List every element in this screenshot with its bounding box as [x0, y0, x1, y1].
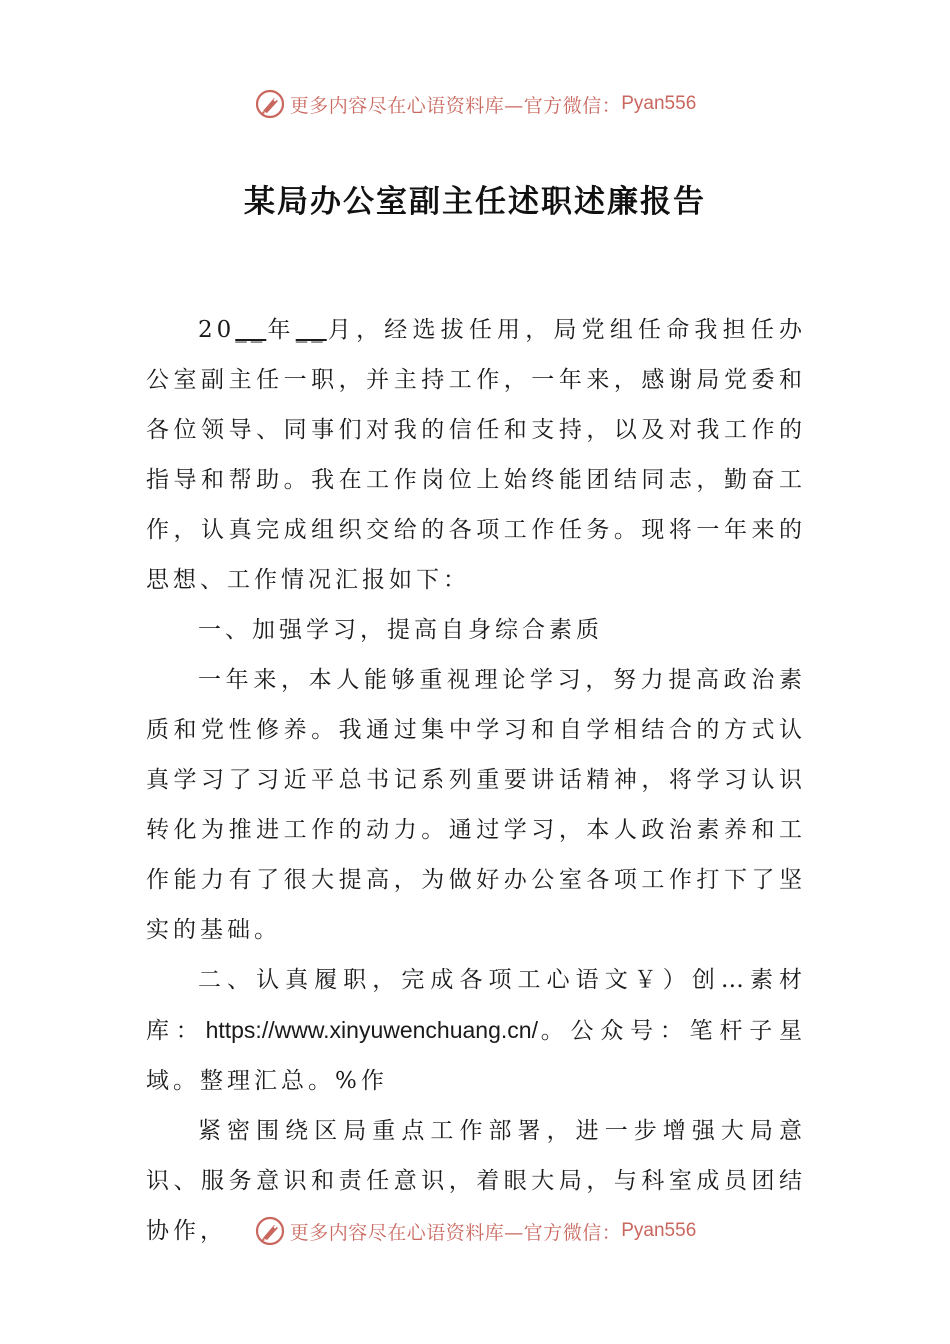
- watermark-text: 更多内容尽在心语资料库—官方微信：: [289, 1221, 622, 1244]
- paragraph-study: 一年来，本人能够重视理论学习，努力提高政治素质和党性修养。我通过集中学习和自学相结合的方式认真学习了习近平总书记系列重要讲话精神，将学习认识转化为推进工作的动力。通过学习，本人政治素养和工作能力有了很大提高，为做好办公室各项工作打下了坚实的基础。: [146, 667, 806, 943]
- watermark-footer: [0, 1211, 950, 1251]
- document-body: [146, 305, 806, 1256]
- year-unit: 年: [266, 317, 296, 343]
- year-prefix: 20: [198, 317, 236, 343]
- source-url-link[interactable]: https://www.xinyuwenchuang.cn/: [205, 1017, 538, 1043]
- pen-nib-logo-icon: [254, 88, 286, 120]
- document-title: 某局办公室副主任述职述廉报告: [244, 184, 706, 220]
- watermark-header: [0, 84, 950, 124]
- watermark-wechat-id: Pyan556: [621, 93, 697, 114]
- pen-nib-logo-icon: [254, 1215, 286, 1247]
- paragraph-duties: 紧密围绕区局重点工作部署，进一步增强大局意识、服务意识和责任意识，着眼大局，与科室成员团结协作，: [146, 1118, 806, 1244]
- section-heading-2-text: 二、认真履职，完成各项工心语文￥）创…素材库：: [146, 967, 806, 1044]
- month-blank: __: [295, 317, 327, 343]
- watermark-text: 更多内容尽在心语资料库—官方微信：: [289, 94, 622, 117]
- section-heading-2: [146, 955, 806, 1106]
- paragraph-intro-text: 月，经选拔任用，局党组任命我担任办公室副主任一职，并主持工作，一年来，感谢局党委和各位领导、同事们对我的信任和支持，以及对我工作的指导和帮助。我在工作岗位上始终能团结同志，勤奋工作，认真完成组织交给的各项工作任务。现将一年来的思想、工作情况汇报如下：: [146, 317, 807, 593]
- year-blank: __: [235, 317, 267, 343]
- paragraph-intro: [146, 305, 806, 605]
- section-heading-1: 一、加强学习，提高自身综合素质: [198, 617, 603, 643]
- section-heading-2-suffix: 。公众号：笔杆子星域。整理汇总。%作: [146, 1018, 806, 1094]
- watermark-wechat-id: Pyan556: [621, 1220, 697, 1241]
